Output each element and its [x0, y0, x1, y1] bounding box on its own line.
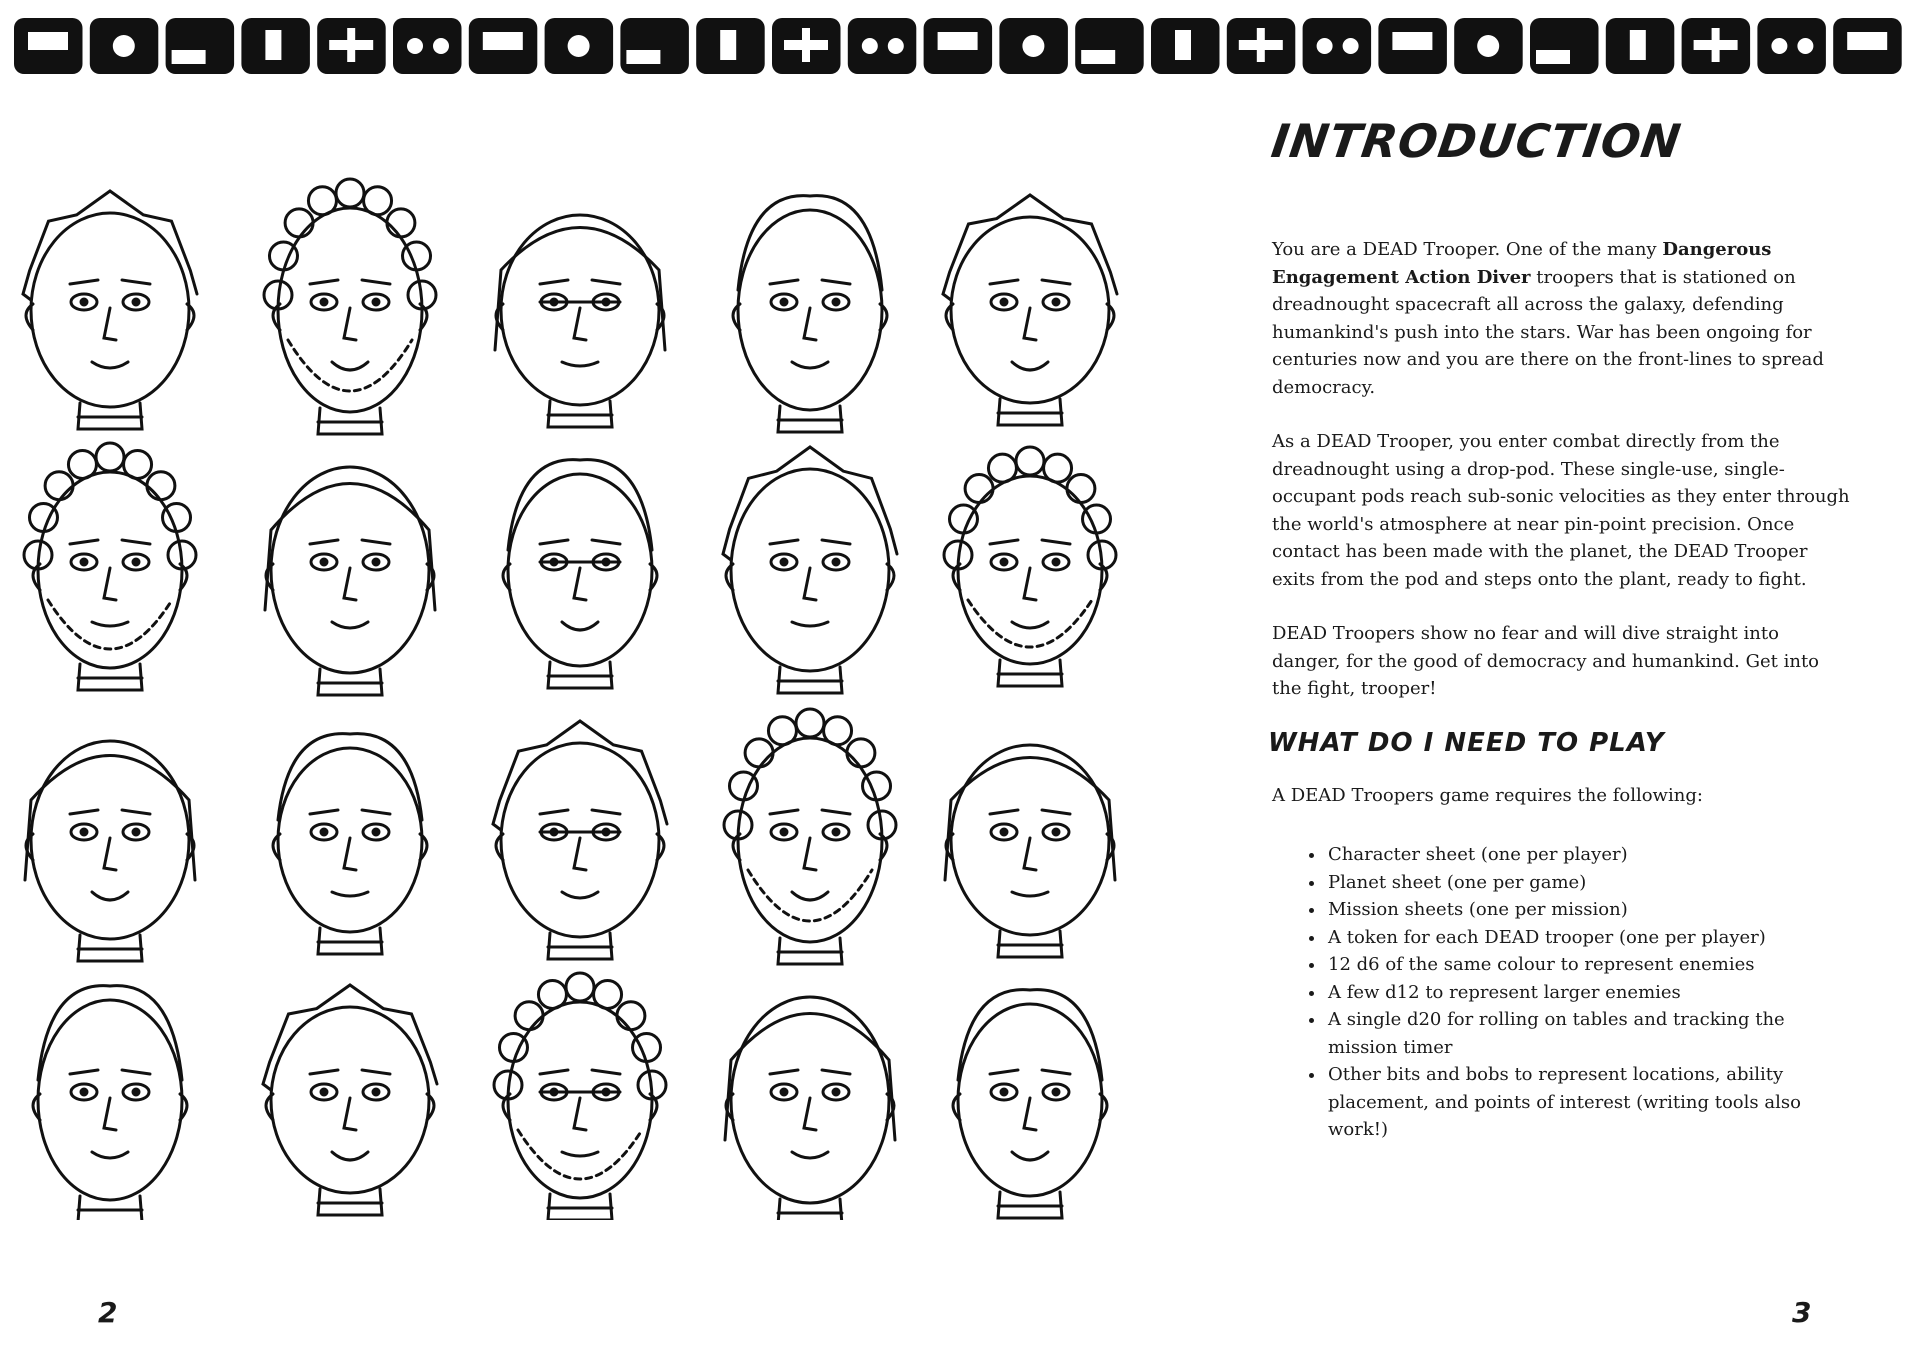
border-glyph	[1151, 18, 1220, 74]
list-item: • 12 d6 of the same colour to represent enemies	[1326, 951, 1852, 979]
border-glyph	[1757, 18, 1826, 74]
portrait-face	[733, 196, 887, 432]
intro-text: You are a DEAD Trooper. One of the many	[1272, 239, 1663, 260]
list-item: • Other bits and bobs to represent locations, ability placement, and points of interest (writing tools also work!)	[1326, 1061, 1852, 1144]
right-page-content	[1268, 114, 1852, 1144]
portrait-illustrations	[20, 160, 1140, 1220]
portrait-face	[264, 179, 436, 434]
border-glyph	[848, 18, 917, 74]
intro-text: troopers that is stationed on dreadnought spacecraft all across the galaxy, defending humankind's push into the stars. War has been ongoing for centuries now and you are there on the front-lines to spread democracy.	[1272, 266, 1824, 398]
border-glyph	[924, 18, 993, 74]
list-item: • A few d12 to represent larger enemies	[1326, 979, 1852, 1007]
portrait-face	[503, 460, 657, 688]
border-glyph	[1606, 18, 1675, 74]
border-glyph	[14, 18, 83, 74]
border-glyph	[393, 18, 462, 74]
requirements-lead: A DEAD Troopers game requires the following:	[1272, 784, 1703, 806]
border-glyph	[166, 18, 235, 74]
border-glyph	[1075, 18, 1144, 74]
portrait-face	[23, 191, 197, 429]
introduction-heading: INTRODUCTION	[1268, 114, 1685, 168]
border-glyph	[999, 18, 1068, 74]
portrait-face	[725, 997, 895, 1220]
portrait-face	[953, 990, 1107, 1218]
list-item: • Mission sheets (one per mission)	[1326, 896, 1852, 924]
border-glyph	[241, 18, 310, 74]
intro-paragraph-2: As a DEAD Trooper, you enter combat directly from the dreadnought using a drop-pod. These single-use, single-occupant pods reach sub-sonic velocities as they enter through the world's atmosphere at near pin-point precision. Once contact has been made with the planet, the DEAD Trooper exits from the pod and steps onto the plant, ready to fight.	[1272, 431, 1850, 590]
portrait-face	[24, 443, 196, 690]
decorative-border	[12, 10, 1907, 80]
border-glyph	[1682, 18, 1751, 74]
list-item: • A token for each DEAD trooper (one per player)	[1326, 924, 1852, 952]
list-item: • Character sheet (one per player)	[1326, 841, 1852, 869]
list-item: • Planet sheet (one per game)	[1326, 869, 1852, 897]
portrait-face	[495, 215, 665, 427]
border-glyph	[317, 18, 386, 74]
portrait-face	[265, 467, 435, 695]
portrait-face	[724, 709, 896, 964]
portrait-face	[945, 745, 1115, 957]
portrait-face	[493, 721, 667, 959]
border-glyph	[1454, 18, 1523, 74]
border-glyph	[696, 18, 765, 74]
border-glyph	[90, 18, 159, 74]
intro-paragraph-1	[1272, 236, 1852, 401]
border-glyph	[1227, 18, 1296, 74]
border-glyph	[1378, 18, 1447, 74]
requirements-list	[1272, 841, 1852, 1144]
portrait-face	[494, 973, 666, 1220]
border-glyph	[620, 18, 689, 74]
border-glyph	[545, 18, 614, 74]
requirements-heading: WHAT DO I NEED TO PLAY	[1268, 727, 1665, 758]
border-glyph	[1833, 18, 1902, 74]
portrait-face	[25, 741, 195, 961]
portrait-face	[273, 734, 427, 954]
list-item: • A single d20 for rolling on tables and tracking the mission timer	[1326, 1006, 1852, 1061]
portrait-face	[33, 986, 187, 1220]
border-glyph	[772, 18, 841, 74]
portrait-face	[943, 195, 1117, 425]
portrait-face	[944, 447, 1116, 686]
portrait-face	[263, 985, 437, 1215]
portrait-face	[723, 447, 897, 693]
acronym-expansion: Dangerous Engagement Action Diver	[1272, 239, 1772, 288]
border-glyph	[1530, 18, 1599, 74]
border-glyph	[469, 18, 538, 74]
page-number-right: 3	[1792, 1296, 1812, 1329]
page-number-left: 2	[98, 1296, 118, 1329]
border-glyph	[1303, 18, 1372, 74]
intro-paragraph-3: DEAD Troopers show no fear and will dive straight into danger, for the good of democracy and humankind. Get into the fight, trooper!	[1272, 623, 1820, 699]
